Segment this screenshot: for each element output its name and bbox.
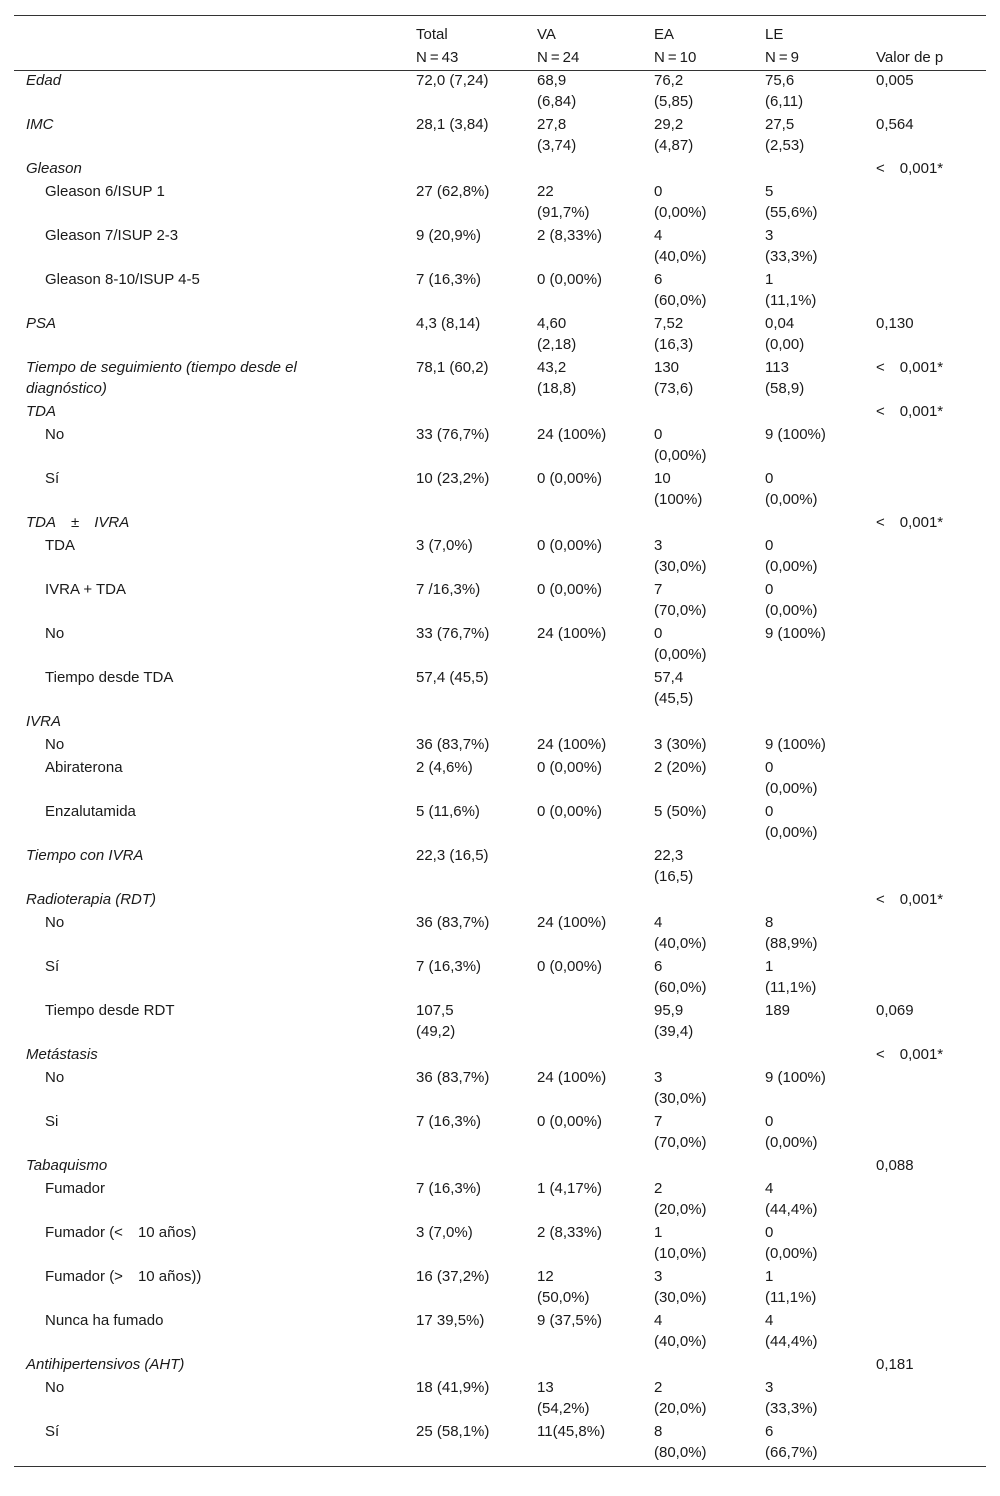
cell-le: 75,6 (6,11) bbox=[765, 72, 804, 110]
table-row bbox=[14, 580, 986, 624]
cell-va: 0 (0,00%) bbox=[537, 470, 603, 487]
cell-va bbox=[525, 513, 642, 536]
cell-le bbox=[753, 1355, 864, 1378]
cell-total: 7 (16,3%) bbox=[416, 1180, 482, 1197]
table-row bbox=[14, 735, 986, 758]
cell-ea: 3 (30,0%) bbox=[654, 1069, 707, 1107]
cell-va: 24 (100%) bbox=[537, 736, 607, 753]
cell-le: 4 (44,4%) bbox=[765, 1312, 818, 1350]
cell-ea bbox=[642, 513, 753, 536]
row-label: Radioterapia (RDT) bbox=[26, 891, 157, 908]
row-label: Gleason 6/ISUP 1 bbox=[45, 183, 165, 200]
table-row bbox=[14, 513, 986, 536]
table-row bbox=[14, 1001, 986, 1045]
cell-ea: 7 (70,0%) bbox=[654, 1113, 707, 1151]
row-label: Fumador (< 10 años) bbox=[45, 1224, 197, 1241]
cell-pvalue: < 0,001* bbox=[876, 359, 944, 376]
cell-va bbox=[525, 668, 642, 712]
cell-va bbox=[525, 1001, 642, 1045]
cell-va bbox=[525, 846, 642, 890]
row-label: Antihipertensivos (AHT) bbox=[26, 1356, 185, 1373]
cell-le bbox=[753, 846, 864, 890]
row-label: Tiempo de seguimiento (tiempo desde el diagnóstico) bbox=[26, 359, 297, 397]
cell-pvalue: < 0,001* bbox=[876, 514, 944, 531]
cell-total: 2 (4,6%) bbox=[416, 759, 473, 776]
cell-pvalue: < 0,001* bbox=[876, 160, 944, 177]
cell-pvalue bbox=[864, 270, 986, 314]
cell-total: 36 (83,7%) bbox=[416, 1069, 490, 1086]
cell-le: 1 (11,1%) bbox=[765, 958, 817, 996]
row-label: Tiempo desde RDT bbox=[45, 1002, 175, 1019]
header-le: LE bbox=[765, 26, 784, 43]
cell-total: 3 (7,0%) bbox=[416, 1224, 473, 1241]
cell-le: 0 (0,00%) bbox=[765, 1224, 818, 1262]
cell-le bbox=[753, 1156, 864, 1179]
cell-pvalue bbox=[864, 712, 986, 735]
table-header bbox=[14, 16, 986, 71]
cell-total bbox=[404, 159, 525, 182]
header-n-le: N = 9 bbox=[765, 49, 799, 66]
table-row bbox=[14, 182, 986, 226]
cell-pvalue bbox=[864, 425, 986, 469]
table-row bbox=[14, 314, 986, 358]
cell-total: 16 (37,2%) bbox=[416, 1268, 490, 1285]
cell-va: 0 (0,00%) bbox=[537, 537, 603, 554]
table-row bbox=[14, 1378, 986, 1422]
cell-pvalue: < 0,001* bbox=[876, 891, 944, 908]
cell-le: 4 (44,4%) bbox=[765, 1180, 818, 1218]
cell-le: 3 (33,3%) bbox=[765, 1379, 818, 1417]
row-label: TDA bbox=[26, 403, 56, 420]
header-empty-2 bbox=[14, 47, 404, 71]
cell-total: 22,3 (16,5) bbox=[416, 847, 489, 864]
cell-le bbox=[753, 712, 864, 735]
cell-pvalue bbox=[864, 758, 986, 802]
table-row bbox=[14, 1045, 986, 1068]
header-va: VA bbox=[537, 26, 556, 43]
table-row bbox=[14, 1179, 986, 1223]
cell-va bbox=[525, 1355, 642, 1378]
row-label: Enzalutamida bbox=[45, 803, 136, 820]
cell-le: 9 (100%) bbox=[765, 625, 826, 642]
header-row-groups bbox=[14, 16, 986, 48]
table-row bbox=[14, 758, 986, 802]
cell-total: 57,4 (45,5) bbox=[416, 669, 489, 686]
row-label: No bbox=[45, 914, 65, 931]
cell-le: 9 (100%) bbox=[765, 426, 826, 443]
cell-va: 0 (0,00%) bbox=[537, 958, 603, 975]
cell-ea: 7,52 (16,3) bbox=[654, 315, 694, 353]
cell-ea bbox=[642, 402, 753, 425]
header-row-n bbox=[14, 47, 986, 71]
cell-ea: 0 (0,00%) bbox=[654, 183, 707, 221]
cell-total: 36 (83,7%) bbox=[416, 914, 490, 931]
cell-total bbox=[404, 1156, 525, 1179]
cell-pvalue bbox=[864, 1223, 986, 1267]
cell-ea: 6 (60,0%) bbox=[654, 958, 707, 996]
header-empty bbox=[14, 16, 404, 48]
row-label: Edad bbox=[26, 72, 62, 89]
cell-le: 1 (11,1%) bbox=[765, 271, 817, 309]
cell-va: 11(45,8%) bbox=[537, 1423, 606, 1440]
row-label: Tiempo con IVRA bbox=[26, 847, 144, 864]
cell-ea: 7 (70,0%) bbox=[654, 581, 707, 619]
table-row bbox=[14, 1112, 986, 1156]
cell-total: 25 (58,1%) bbox=[416, 1423, 490, 1440]
cell-total bbox=[404, 1355, 525, 1378]
cell-pvalue bbox=[864, 1068, 986, 1112]
cell-va: 24 (100%) bbox=[537, 426, 607, 443]
cell-pvalue bbox=[864, 469, 986, 513]
cell-le: 0,04 (0,00) bbox=[765, 315, 805, 353]
cell-ea: 3 (30%) bbox=[654, 736, 707, 753]
row-label: TDA bbox=[45, 537, 75, 554]
cell-va bbox=[525, 159, 642, 182]
row-label: Fumador (> 10 años)) bbox=[45, 1268, 202, 1285]
row-label: No bbox=[45, 625, 65, 642]
cell-le: 5 (55,6%) bbox=[765, 183, 818, 221]
row-label: No bbox=[45, 1069, 65, 1086]
cell-pvalue: 0,564 bbox=[876, 116, 914, 133]
header-n-va: N = 24 bbox=[537, 49, 580, 66]
cell-pvalue bbox=[864, 1179, 986, 1223]
table-row bbox=[14, 226, 986, 270]
row-label: Metástasis bbox=[26, 1046, 98, 1063]
cell-pvalue bbox=[864, 580, 986, 624]
table-row bbox=[14, 425, 986, 469]
cell-le: 0 (0,00%) bbox=[765, 803, 818, 841]
cell-ea: 0 (0,00%) bbox=[654, 625, 707, 663]
row-label: Fumador bbox=[45, 1180, 106, 1197]
cell-le bbox=[753, 668, 864, 712]
cell-pvalue: < 0,001* bbox=[876, 1046, 944, 1063]
cell-total: 10 (23,2%) bbox=[416, 470, 490, 487]
cell-le: 8 (88,9%) bbox=[765, 914, 818, 952]
cell-le: 0 (0,00%) bbox=[765, 537, 818, 575]
table-row bbox=[14, 957, 986, 1001]
cell-ea: 4 (40,0%) bbox=[654, 914, 707, 952]
cell-ea: 3 (30,0%) bbox=[654, 1268, 707, 1306]
cell-ea bbox=[642, 1355, 753, 1378]
row-label: IMC bbox=[26, 116, 54, 133]
row-label: IVRA bbox=[26, 713, 62, 730]
cell-va: 13 (54,2%) bbox=[537, 1379, 590, 1417]
table-row bbox=[14, 1267, 986, 1311]
cell-total: 7 (16,3%) bbox=[416, 958, 482, 975]
cell-va bbox=[525, 1156, 642, 1179]
cell-ea: 95,9 (39,4) bbox=[654, 1002, 694, 1040]
cell-total: 9 (20,9%) bbox=[416, 227, 482, 244]
row-label: Abiraterona bbox=[45, 759, 123, 776]
cell-total bbox=[404, 890, 525, 913]
row-label: Tiempo desde TDA bbox=[45, 669, 174, 686]
data-table-container bbox=[14, 15, 986, 1467]
cell-le: 0 (0,00%) bbox=[765, 759, 818, 797]
table-body bbox=[14, 71, 986, 1467]
cell-ea: 130 (73,6) bbox=[654, 359, 694, 397]
cell-total: 5 (11,6%) bbox=[416, 803, 480, 820]
cell-ea: 2 (20,0%) bbox=[654, 1379, 707, 1417]
cell-total: 28,1 (3,84) bbox=[416, 116, 489, 133]
cell-pvalue bbox=[864, 957, 986, 1001]
table-row bbox=[14, 1311, 986, 1355]
cell-total: 4,3 (8,14) bbox=[416, 315, 481, 332]
cell-va: 68,9 (6,84) bbox=[537, 72, 577, 110]
cell-le bbox=[753, 1045, 864, 1068]
cell-pvalue: 0,005 bbox=[876, 72, 914, 89]
cell-ea: 6 (60,0%) bbox=[654, 271, 707, 309]
cell-le bbox=[753, 513, 864, 536]
row-label: Si bbox=[45, 1113, 59, 1130]
cell-ea: 8 (80,0%) bbox=[654, 1423, 707, 1461]
cell-va: 1 (4,17%) bbox=[537, 1180, 603, 1197]
cell-pvalue bbox=[864, 182, 986, 226]
cell-pvalue bbox=[864, 1378, 986, 1422]
cell-ea: 2 (20%) bbox=[654, 759, 707, 776]
cell-va: 12 (50,0%) bbox=[537, 1268, 590, 1306]
cell-total: 36 (83,7%) bbox=[416, 736, 490, 753]
cell-le: 27,5 (2,53) bbox=[765, 116, 805, 154]
cell-ea: 29,2 (4,87) bbox=[654, 116, 694, 154]
cell-va: 43,2 (18,8) bbox=[537, 359, 577, 397]
table-row bbox=[14, 1068, 986, 1112]
cell-total bbox=[404, 513, 525, 536]
row-label: TDA ± IVRA bbox=[26, 514, 130, 531]
row-label: Gleason bbox=[26, 160, 82, 177]
cell-ea: 76,2 (5,85) bbox=[654, 72, 694, 110]
cell-va: 9 (37,5%) bbox=[537, 1312, 603, 1329]
cell-ea: 3 (30,0%) bbox=[654, 537, 707, 575]
cell-va: 0 (0,00%) bbox=[537, 759, 603, 776]
cell-total bbox=[404, 1045, 525, 1068]
table-row bbox=[14, 913, 986, 957]
table-row bbox=[14, 1156, 986, 1179]
cell-total: 33 (76,7%) bbox=[416, 625, 490, 642]
cell-ea: 22,3 (16,5) bbox=[654, 847, 694, 885]
cell-va: 0 (0,00%) bbox=[537, 581, 603, 598]
cell-total: 72,0 (7,24) bbox=[416, 72, 489, 89]
cell-va: 2 (8,33%) bbox=[537, 1224, 603, 1241]
cell-pvalue bbox=[864, 536, 986, 580]
cell-pvalue bbox=[864, 1422, 986, 1467]
cell-pvalue: 0,130 bbox=[876, 315, 914, 332]
cell-va: 24 (100%) bbox=[537, 914, 607, 931]
header-n-ea: N = 10 bbox=[654, 49, 697, 66]
cell-va: 27,8 (3,74) bbox=[537, 116, 577, 154]
table-row bbox=[14, 159, 986, 182]
row-label: Tabaquismo bbox=[26, 1157, 108, 1174]
cell-ea: 4 (40,0%) bbox=[654, 1312, 707, 1350]
cell-ea bbox=[642, 1156, 753, 1179]
table-row bbox=[14, 536, 986, 580]
cell-ea bbox=[642, 1045, 753, 1068]
cell-le: 1 (11,1%) bbox=[765, 1268, 817, 1306]
cell-total bbox=[404, 402, 525, 425]
table-row bbox=[14, 712, 986, 735]
cell-pvalue: 0,069 bbox=[876, 1002, 914, 1019]
table-row bbox=[14, 1355, 986, 1378]
table-row bbox=[14, 115, 986, 159]
cell-ea: 57,4 (45,5) bbox=[654, 669, 694, 707]
cell-ea: 1 (10,0%) bbox=[654, 1224, 707, 1262]
header-ea: EA bbox=[654, 26, 675, 43]
cell-pvalue bbox=[864, 913, 986, 957]
table-row bbox=[14, 846, 986, 890]
cell-total: 107,5 (49,2) bbox=[416, 1002, 456, 1040]
row-label: Nunca ha fumado bbox=[45, 1312, 164, 1329]
cell-va bbox=[525, 890, 642, 913]
row-label: PSA bbox=[26, 315, 57, 332]
cell-pvalue: 0,088 bbox=[876, 1157, 914, 1174]
row-label: Sí bbox=[45, 470, 60, 487]
cell-ea: 2 (20,0%) bbox=[654, 1180, 707, 1218]
row-label: Gleason 7/ISUP 2-3 bbox=[45, 227, 179, 244]
cell-va: 24 (100%) bbox=[537, 625, 607, 642]
cell-va: 0 (0,00%) bbox=[537, 271, 603, 288]
cell-va bbox=[525, 1045, 642, 1068]
cell-total: 3 (7,0%) bbox=[416, 537, 473, 554]
cell-pvalue bbox=[864, 226, 986, 270]
cell-total: 7 (16,3%) bbox=[416, 1113, 482, 1130]
cell-le: 3 (33,3%) bbox=[765, 227, 818, 265]
cell-total: 78,1 (60,2) bbox=[416, 359, 489, 376]
table-row bbox=[14, 358, 986, 402]
table-row bbox=[14, 1422, 986, 1467]
cell-le: 6 (66,7%) bbox=[765, 1423, 818, 1461]
cell-le bbox=[753, 402, 864, 425]
cell-total bbox=[404, 712, 525, 735]
cell-pvalue bbox=[864, 1311, 986, 1355]
cell-le: 9 (100%) bbox=[765, 1069, 826, 1086]
cell-le: 189 bbox=[765, 1002, 791, 1019]
cell-le: 0 (0,00%) bbox=[765, 1113, 818, 1151]
row-label: No bbox=[45, 736, 65, 753]
cell-pvalue bbox=[864, 1112, 986, 1156]
cell-le bbox=[753, 159, 864, 182]
cell-va: 0 (0,00%) bbox=[537, 1113, 603, 1130]
table-row bbox=[14, 1223, 986, 1267]
row-label: Sí bbox=[45, 1423, 60, 1440]
cell-va: 0 (0,00%) bbox=[537, 803, 603, 820]
table-row bbox=[14, 668, 986, 712]
cell-total: 7 (16,3%) bbox=[416, 271, 482, 288]
cell-pvalue bbox=[864, 624, 986, 668]
table-row bbox=[14, 802, 986, 846]
table-row bbox=[14, 71, 986, 116]
cell-total: 33 (76,7%) bbox=[416, 426, 490, 443]
cell-pvalue: < 0,001* bbox=[876, 403, 944, 420]
cell-va bbox=[525, 712, 642, 735]
cell-pvalue: 0,181 bbox=[876, 1356, 914, 1373]
cell-le bbox=[753, 890, 864, 913]
cell-va bbox=[525, 402, 642, 425]
row-label: No bbox=[45, 426, 65, 443]
cell-pvalue bbox=[864, 846, 986, 890]
cell-le: 113 (58,9) bbox=[765, 359, 805, 397]
cell-le: 9 (100%) bbox=[765, 736, 826, 753]
header-total: Total bbox=[416, 26, 448, 43]
cell-ea: 0 (0,00%) bbox=[654, 426, 707, 464]
cell-le: 0 (0,00%) bbox=[765, 470, 818, 508]
table-row bbox=[14, 270, 986, 314]
cell-pvalue bbox=[864, 1267, 986, 1311]
cell-pvalue bbox=[864, 668, 986, 712]
table-row bbox=[14, 469, 986, 513]
cell-total: 7 /16,3%) bbox=[416, 581, 481, 598]
header-pvalue: Valor de p bbox=[876, 49, 944, 66]
row-label: No bbox=[45, 1379, 65, 1396]
cell-ea: 10 (100%) bbox=[654, 470, 703, 508]
header-n-total: N = 43 bbox=[416, 49, 459, 66]
cell-va: 2 (8,33%) bbox=[537, 227, 603, 244]
data-table bbox=[14, 15, 986, 1467]
cell-va: 4,60 (2,18) bbox=[537, 315, 577, 353]
cell-ea bbox=[642, 890, 753, 913]
table-row bbox=[14, 624, 986, 668]
row-label: Gleason 8-10/ISUP 4-5 bbox=[45, 271, 200, 288]
cell-ea: 4 (40,0%) bbox=[654, 227, 707, 265]
row-label: Sí bbox=[45, 958, 60, 975]
cell-va: 22 (91,7%) bbox=[537, 183, 590, 221]
cell-total: 27 (62,8%) bbox=[416, 183, 490, 200]
cell-ea bbox=[642, 159, 753, 182]
cell-va: 24 (100%) bbox=[537, 1069, 607, 1086]
cell-total: 18 (41,9%) bbox=[416, 1379, 490, 1396]
cell-ea: 5 (50%) bbox=[654, 803, 707, 820]
cell-pvalue bbox=[864, 802, 986, 846]
cell-le: 0 (0,00%) bbox=[765, 581, 818, 619]
table-row bbox=[14, 402, 986, 425]
header-pvalue-top bbox=[864, 16, 986, 48]
cell-total: 17 39,5%) bbox=[416, 1312, 485, 1329]
row-label: IVRA + TDA bbox=[45, 581, 127, 598]
table-row bbox=[14, 890, 986, 913]
cell-pvalue bbox=[864, 735, 986, 758]
cell-ea bbox=[642, 712, 753, 735]
